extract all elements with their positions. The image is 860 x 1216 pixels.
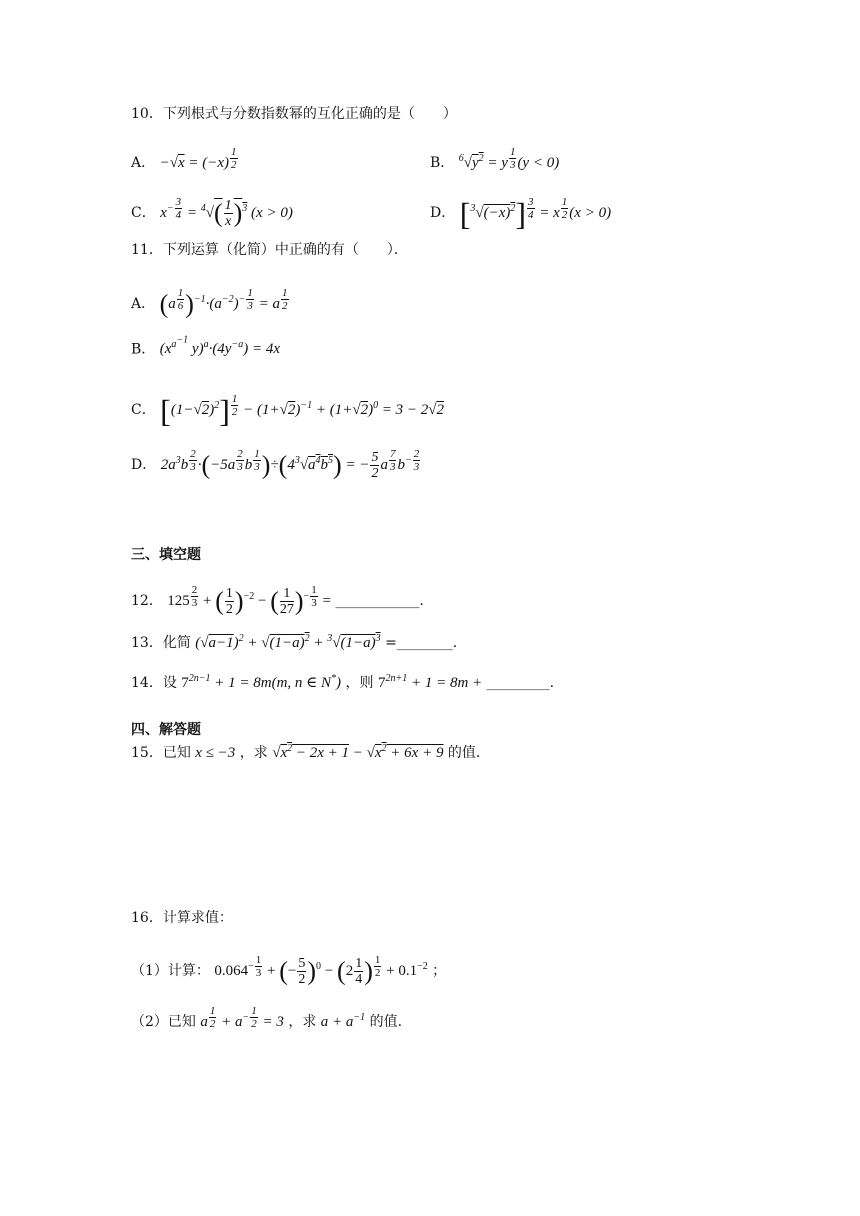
q10-b-label: B． [430,154,455,171]
q15-text3: 的值. [447,745,481,761]
q15-condition: x ≤ −3 [195,745,236,761]
q16-p1-end: ； [432,962,447,979]
q10-stem: 10．下列根式与分数指数幂的互化正确的是（ ） [131,106,457,122]
q10-d-formula: $[^3√(-x)^2]$ $^{\frac{3}{4}}$ = x $^{\frac{1}{2}}$ (x > 0) [459,195,612,232]
q12 [131,584,424,617]
q10-b-formula: $^6√y^2 = y$ $^{\frac{1}{3}}$ (y < 0) [458,146,560,172]
q16-p2-label: （2）已知 [131,1013,196,1030]
q11-d-label: D． [131,456,157,473]
q14-formula-2: $7^{2n+1} + 1 = 8m$ + [377,673,483,691]
q15-formula: $√x^2 - 2x + 1 - √x^2 + 6x + 9$ [272,743,444,761]
q11-b-label: B． [131,341,156,358]
q11-option-b [131,335,280,358]
q14-mid: ，则 [345,675,374,691]
q13 [131,633,458,651]
q11-a-label: A． [131,295,156,312]
q10-a-formula: −√x = (−x) $^{\frac{1}{2}}$ [159,146,237,172]
q14-formula-1: $7^{2n-1} + 1 = 8m(m$, n ∈ N*) [181,673,342,691]
q16-p2-condition: a $^{\frac{1}{2}}$ + $a^{- \frac{1}{2}}$ = 3 [200,1005,284,1031]
q10-c-formula: $x^{- \frac{3}{4}}$ = $^4$√( $\frac{1}{x}$ )$^3$ (x > 0) [160,196,293,229]
q10-d-label: D． [430,204,456,221]
q16-part1 [131,954,446,987]
q11-c-formula: $[(1-√2)^2]$ $^{\frac{1}{2}}$ − $(1+√2)^{-1} + (1+√2)^0 = 3 - 2√2$ [160,392,445,429]
q16-part2 [131,1005,402,1030]
q13-text: 13．化简 [131,635,191,651]
q11-c-label: C． [131,401,156,418]
q11-stem: 11．下列运算（化简）中正确的有（ ）． [131,242,408,258]
q14 [131,673,555,691]
q14-blank: _________. [486,675,555,691]
q11-b-formula: ($x^{a^{-1}}$ $y)^a\cdot(4y^{-a}) = 4x$ [159,335,280,358]
q15-text1: 15．已知 [131,745,191,761]
q15-text2: ，求 [239,745,268,761]
q16-stem: 16．计算求值： [131,910,233,926]
q11-option-d [131,448,421,481]
q13-formula: $(√a-1)^2 + √(1-a)^2 + ^3√(1-a)^3$ [195,633,381,651]
q13-blank: =________. [385,635,458,651]
section-heading-solutions: 四、解答题 [131,722,201,738]
q10-option-a [131,146,239,171]
q10-a-label: A． [131,154,156,171]
q12-formula: 125 $^{\frac{2}{3}}$ + ( $\frac{1}{2}$ )$^{-2}$ − ( $\frac{1}{27}$ )$^{- \frac{1}{3}}$ = [167,584,331,617]
q11-option-a [131,287,290,317]
q11-d-formula: $2a^3b$ $^{\frac{2}{3}}$ ·(−5a $^{\frac{2}{3}}$ b $^{\frac{1}{3}}$ )$\div(4^3√a^4b^5)$ = − $\frac{5}{2}$ a $^{\frac{7}{3}}$ $b^{- \frac{2}{3}}$ [160,448,420,481]
q16-p2-mid: ，求 [288,1013,317,1030]
q10-option-d [430,195,612,232]
q16-p2-formula: $a + a^{-1}$ [320,1011,366,1030]
q10-option-c [131,196,293,229]
q12-blank: ____________. [335,592,424,609]
q15 [131,743,481,761]
q16-p1-label: （1）计算： [131,962,210,979]
q16-p1-formula: $0.064^{- \frac{1}{3}}$ + (− $\frac{5}{2}$ )$^0$ − (2 $\frac{1}{4}$ ) $^{\frac{1}{2}}$ + $0.1^{-2}$ [214,954,428,987]
q10-c-label: C． [131,204,156,221]
q10-option-b [430,146,559,171]
q11-a-formula: (a $^{\frac{1}{6}}$ )$^{-1}\cdot(a^{-2})^{- \frac{1}{3}}$ = a $^{\frac{1}{2}}$ [159,287,288,319]
q12-num: 12． [131,592,163,609]
section-heading-fill-in: 三、填空题 [131,547,201,563]
q14-text: 14．设 [131,675,177,691]
q16-p2-end: 的值. [369,1013,403,1030]
q11-option-c [131,392,445,429]
